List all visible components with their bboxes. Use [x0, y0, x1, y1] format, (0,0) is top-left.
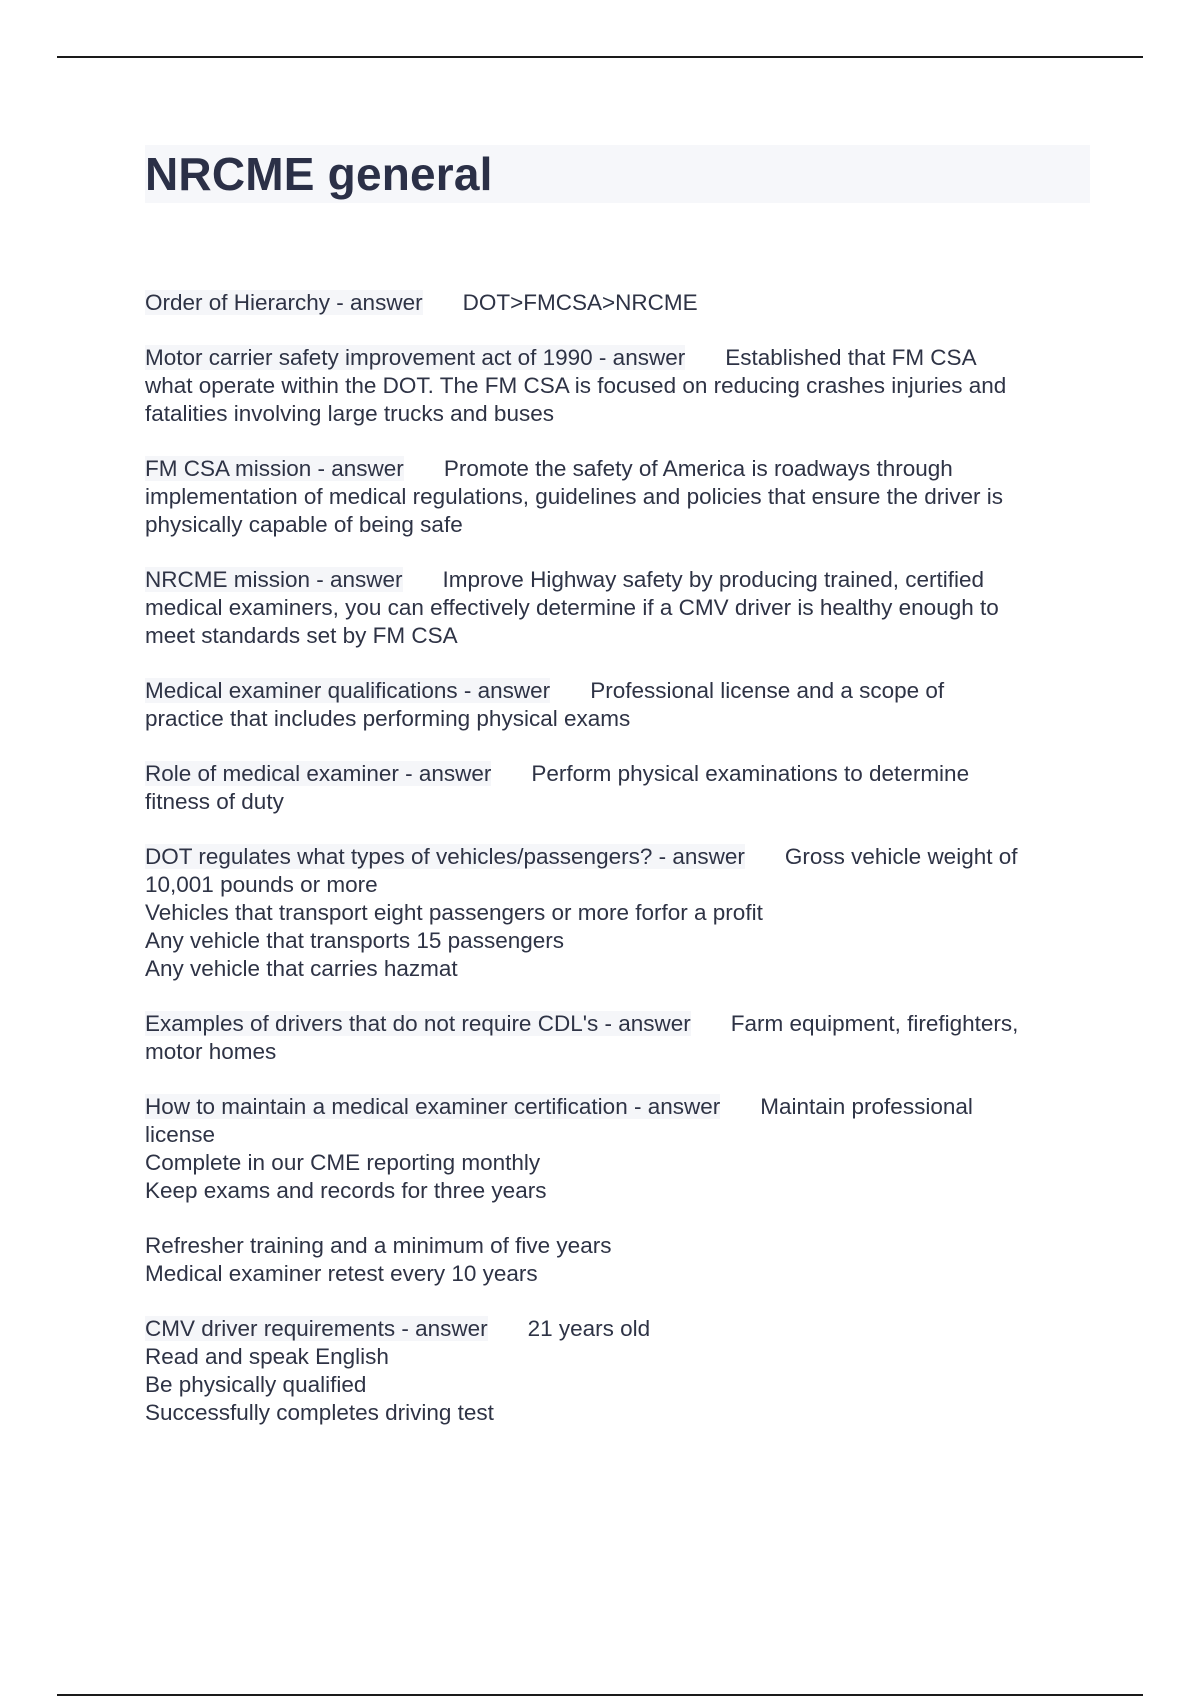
plain-block [145, 1232, 1090, 1288]
qa-answer-line: Any vehicle that transports 15 passengers [145, 928, 564, 953]
qa-question: CMV driver requirements - answer [145, 1316, 488, 1341]
qa-item [145, 566, 1090, 650]
qa-first-line [145, 344, 1090, 372]
qa-item [145, 344, 1090, 428]
qa-item [145, 760, 1090, 816]
qa-answer: DOT>FMCSA>NRCME [462, 290, 698, 315]
qa-answer-line: practice that includes performing physical exams [145, 706, 631, 731]
qa-question: Order of Hierarchy - answer [145, 290, 423, 315]
qa-answer-line: 10,001 pounds or more [145, 872, 378, 897]
qa-first-line [145, 566, 1090, 594]
page-title: NRCME general [145, 148, 493, 200]
qa-first-line [145, 1010, 1090, 1038]
qa-answer: Farm equipment, firefighters, [730, 1011, 1019, 1036]
qa-question: Examples of drivers that do not require CDL's - answer [145, 1011, 691, 1036]
qa-answer-line: Vehicles that transport eight passengers or more forfor a profit [145, 900, 763, 925]
qa-first-line [145, 455, 1090, 483]
qa-answer-line: fitness of duty [145, 789, 284, 814]
plain-line: Medical examiner retest every 10 years [145, 1261, 538, 1286]
qa-answer-line: Read and speak English [145, 1344, 389, 1369]
qa-answer: Professional license and a scope of [590, 678, 945, 703]
qa-item [145, 1010, 1090, 1066]
qa-first-line [145, 760, 1090, 788]
qa-answer-line: medical examiners, you can effectively determine if a CMV driver is healthy enough to [145, 595, 999, 620]
qa-answer-line: physically capable of being safe [145, 512, 463, 537]
qa-question: How to maintain a medical examiner certification - answer [145, 1094, 721, 1119]
qa-item-last [145, 1315, 1090, 1427]
qa-question: DOT regulates what types of vehicles/passengers? - answer [145, 844, 745, 869]
qa-answer-line: Keep exams and records for three years [145, 1178, 547, 1203]
qa-item [145, 455, 1090, 539]
qa-answer-line: license [145, 1122, 216, 1147]
qa-item [145, 1093, 1090, 1205]
qa-answer: Gross vehicle weight of [784, 844, 1018, 869]
qa-answer-line: fatalities involving large trucks and buses [145, 401, 554, 426]
qa-question: FM CSA mission - answer [145, 456, 404, 481]
qa-answer: Improve Highway safety by producing trained, certified [442, 567, 985, 592]
qa-answer: Promote the safety of America is roadways through [443, 456, 953, 481]
qa-item [145, 677, 1090, 733]
qa-answer: Established that FM CSA [725, 345, 977, 370]
qa-answer-line: Complete in our CME reporting monthly [145, 1150, 541, 1175]
qa-answer-line: implementation of medical regulations, guidelines and policies that ensure the driver is [145, 484, 1003, 509]
top-rule [57, 56, 1143, 58]
qa-first-line [145, 677, 1090, 705]
qa-first-line [145, 843, 1090, 871]
qa-question: Role of medical examiner - answer [145, 761, 492, 786]
qa-answer: 21 years old [527, 1316, 651, 1341]
qa-item [145, 843, 1090, 983]
qa-answer-line: what operate within the DOT. The FM CSA is focused on reducing crashes injuries and [145, 373, 1007, 398]
qa-item [145, 289, 1090, 317]
qa-question: NRCME mission - answer [145, 567, 403, 592]
qa-answer-line: Successfully completes driving test [145, 1400, 494, 1425]
qa-question: Medical examiner qualifications - answer [145, 678, 551, 703]
bottom-rule [57, 1694, 1143, 1696]
qa-answer: Perform physical examinations to determine [531, 761, 970, 786]
qa-first-line [145, 1093, 1090, 1121]
title-bar [145, 145, 1090, 203]
qa-answer: Maintain professional [760, 1094, 973, 1119]
plain-line: Refresher training and a minimum of five years [145, 1233, 612, 1258]
qa-question: Motor carrier safety improvement act of 1990 - answer [145, 345, 686, 370]
qa-answer-line: motor homes [145, 1039, 277, 1064]
qa-answer-line: meet standards set by FM CSA [145, 623, 458, 648]
qa-list [145, 289, 1090, 1205]
qa-first-line [145, 289, 1090, 317]
qa-answer-line: Any vehicle that carries hazmat [145, 956, 458, 981]
qa-first-line [145, 1315, 1090, 1343]
document-body [145, 145, 1090, 1454]
qa-answer-line: Be physically qualified [145, 1372, 367, 1397]
